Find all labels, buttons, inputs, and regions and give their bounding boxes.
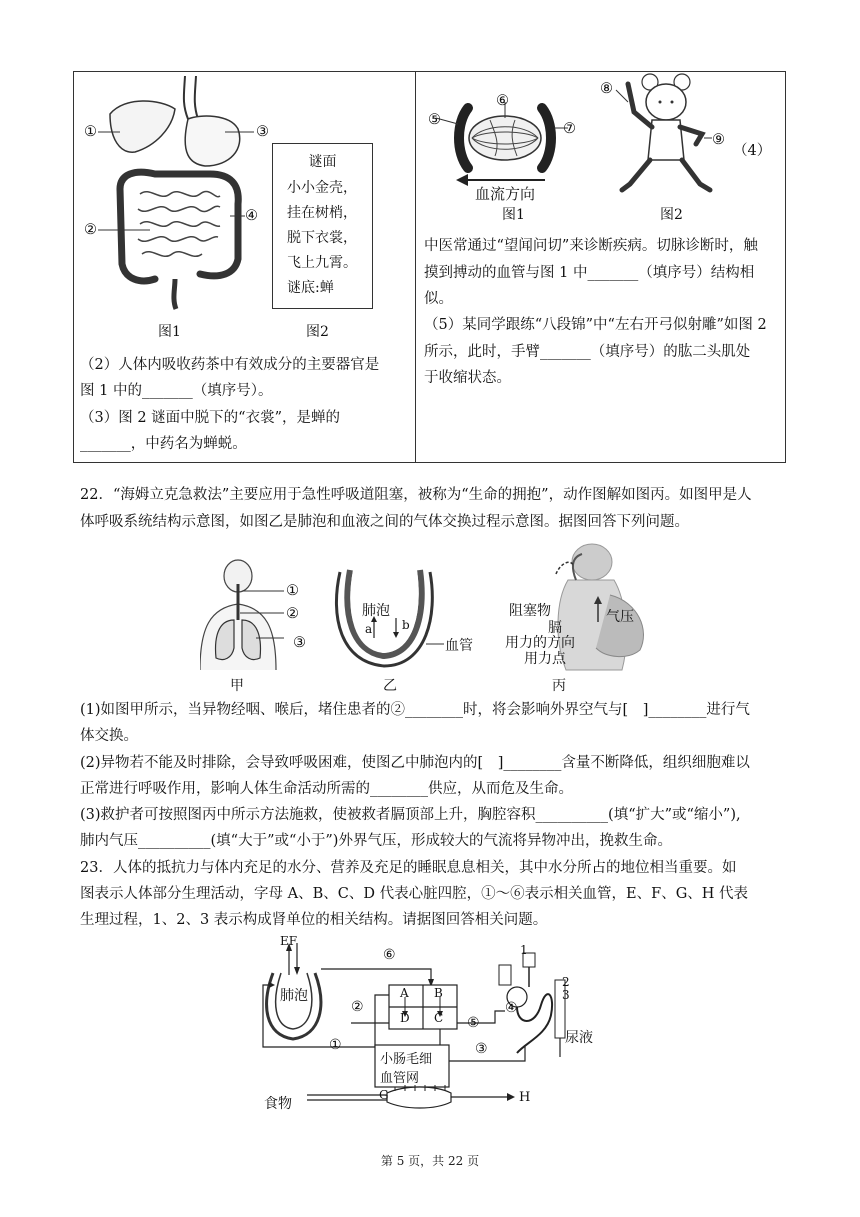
q23-intro-line2: 图表示人体部分生理活动，字母 A、B、C、D 代表心脏四腔，①～⑥表示相关血管，E、F、G、H 代表 [80,886,749,902]
q2-line1: （2）人体内吸收药茶中有效成分的主要器官是 [80,357,380,373]
table-divider [415,72,416,462]
vessel-6-label: ⑥ [383,947,396,963]
point-label: 用力点 [524,651,566,667]
bing-caption: 丙 [552,678,566,694]
marker-5: ⑤ [428,112,441,128]
capillary-network [469,116,541,160]
riddle-line: 挂在树梢， [287,205,357,221]
right-arm [680,127,702,144]
food-label: 食物 [264,1096,292,1112]
chamber-c: C [434,1011,444,1025]
esophagus [195,76,198,119]
q4-tag: （4） [733,143,772,159]
marker-7: ⑦ [563,121,576,137]
q23-intro-line1: 23．人体的抵抗力与体内充足的水分、营养及充足的睡眠息息相关，其中水分所占的地位相当重要。如 [80,860,737,876]
riddle-line: 飞上九霄。 [287,255,357,271]
q4-line1: 中医常通过“望闻问切”来诊断疾病。切脉诊断时，触 [424,238,758,254]
flow-direction-label: 血流方向 [475,185,536,203]
q22-p2-line2: 正常进行呼吸作用，影响人体生命活动所需的________供应，从而危及生命。 [80,781,573,797]
label-b: b [402,618,410,632]
g-label: G [379,1088,389,1102]
q22-intro-line1: 22．“海姆立克急救法”主要应用于急性呼吸道阻塞，被称为“生命的拥抱”，动作图解如图丙。如图甲是人 [80,487,752,503]
large-intestine [120,189,155,281]
capillary-line2: 血管网 [380,1071,420,1086]
right-fig2-caption: 图2 [660,207,683,223]
vessel-2-label: ② [351,999,364,1015]
q22-p1-line2: 体交换。 [80,728,138,744]
q23-intro-line3: 生理过程，1、2、3 表示构成肾单位的相关结构。请据图回答相关问题。 [80,912,548,928]
artery [459,108,468,168]
urine-label: 尿液 [565,1030,593,1046]
vein [542,108,551,168]
h-label: H [519,1090,531,1105]
fig1-caption: 图1 [158,324,181,340]
q5-line2: 所示，此时，手臂_______（填序号）的肱二头肌处 [424,344,751,360]
chamber-a: A [400,986,409,1000]
riddle-line: 脱下衣裳， [287,230,357,246]
jia-caption: 甲 [230,678,244,694]
marker-1: ① [84,124,97,140]
vessel-3-label: ③ [475,1041,488,1057]
baduanjin-figure [600,72,730,202]
q2-line2: 图 1 中的_______（填序号）。 [80,383,273,399]
jia-marker-1: ① [286,583,299,599]
riddle-title: 谜面 [308,154,337,170]
marker-2: ② [84,222,97,238]
right-fig1-caption: 图1 [502,207,525,223]
yi-caption: 乙 [383,678,397,694]
liver [110,101,175,152]
q22-p1-line1: (1)如图甲所示，当异物经咽、喉后，堵住患者的②________时，将会影响外界空气与[ ]________进行气 [80,702,750,718]
legs [622,160,650,190]
vessel-label: 血管 [445,638,473,654]
marker-6: ⑥ [496,93,509,109]
q4-line2: 摸到搏动的血管与图 1 中_______（填序号）结构相 [424,265,755,281]
alveolus-figure [330,566,470,676]
jia-marker-2: ② [286,606,299,622]
small-intestine [138,191,220,256]
ef-label: EF [280,934,298,948]
pressure-label: 气压 [606,609,634,625]
legs [682,160,710,190]
esophagus [184,76,188,119]
direction-label: 用力的方向 [505,635,575,651]
kidney-2-label: 2 [562,975,570,989]
label-a: a [365,622,373,636]
chamber-d: D [400,1011,410,1025]
page-footer: 第 5 页，共 22 页 [380,1154,480,1168]
capillary-line1: 小肠毛细 [380,1052,433,1067]
small-intestine [387,1087,451,1108]
q22-p3-line1: (3)救护者可按照图丙中所示方法施救，使被救者膈顶部上升，胸腔容积__________(填“扩大”或“缩小”), [80,807,741,823]
riddle-line: 小小金壳， [287,180,357,196]
marker-3: ③ [256,124,269,140]
marker-8: ⑧ [600,81,613,97]
riddle-box [272,143,373,309]
diaphragm-label: 膈 [548,620,562,636]
q22-p3-line2: 肺内气压__________(填“大于”或“小于”)外界气压，形成较大的气流将异物冲出，挽救生命。 [80,833,672,849]
respiratory-system-figure [200,558,330,673]
alveolus-label: 肺泡 [362,603,390,619]
digestive-system-figure [80,74,270,314]
marker-4: ④ [245,208,258,224]
q5-line1: （5）某同学跟练“八段锦”中“左右开弓似射雕”如图 2 [424,317,767,333]
vessel-5-label: ⑤ [467,1015,480,1031]
marker-9: ⑨ [712,132,725,148]
rectum [174,279,176,309]
fig2-caption: 图2 [306,324,329,340]
q3-line2: _______，中药名为蝉蜕。 [80,436,247,452]
q5-line3: 于收缩状态。 [424,370,511,386]
chamber-b: B [434,986,443,1000]
riddle-answer: 谜底:蝉 [287,280,334,296]
kidney-1-label: 1 [520,943,528,957]
q3-line1: （3）图 2 谜面中脱下的“衣裳”，是蝉的 [80,410,340,426]
obstacle-label: 阻塞物 [509,603,551,619]
stomach [185,116,240,166]
kidney-3-label: 3 [562,988,570,1002]
alveolus-diagram-label: 肺泡 [280,988,308,1004]
q22-p2-line1: (2)异物若不能及时排除，会导致呼吸困难，使图乙中肺泡内的[ ]________含量不断降低，组织细胞难以 [80,755,750,771]
jia-marker-3: ③ [293,635,306,651]
q22-intro-line2: 体呼吸系统结构示意图，如图乙是肺泡和血液之间的气体交换过程示意图。据图回答下列问题。 [80,514,689,530]
circulation-diagram [255,935,615,1115]
vessel-4-label: ④ [505,1000,518,1016]
q4-line3: 似。 [424,291,453,307]
vessel-1-label: ① [329,1037,342,1053]
large-intestine [120,172,238,276]
head [646,84,686,120]
